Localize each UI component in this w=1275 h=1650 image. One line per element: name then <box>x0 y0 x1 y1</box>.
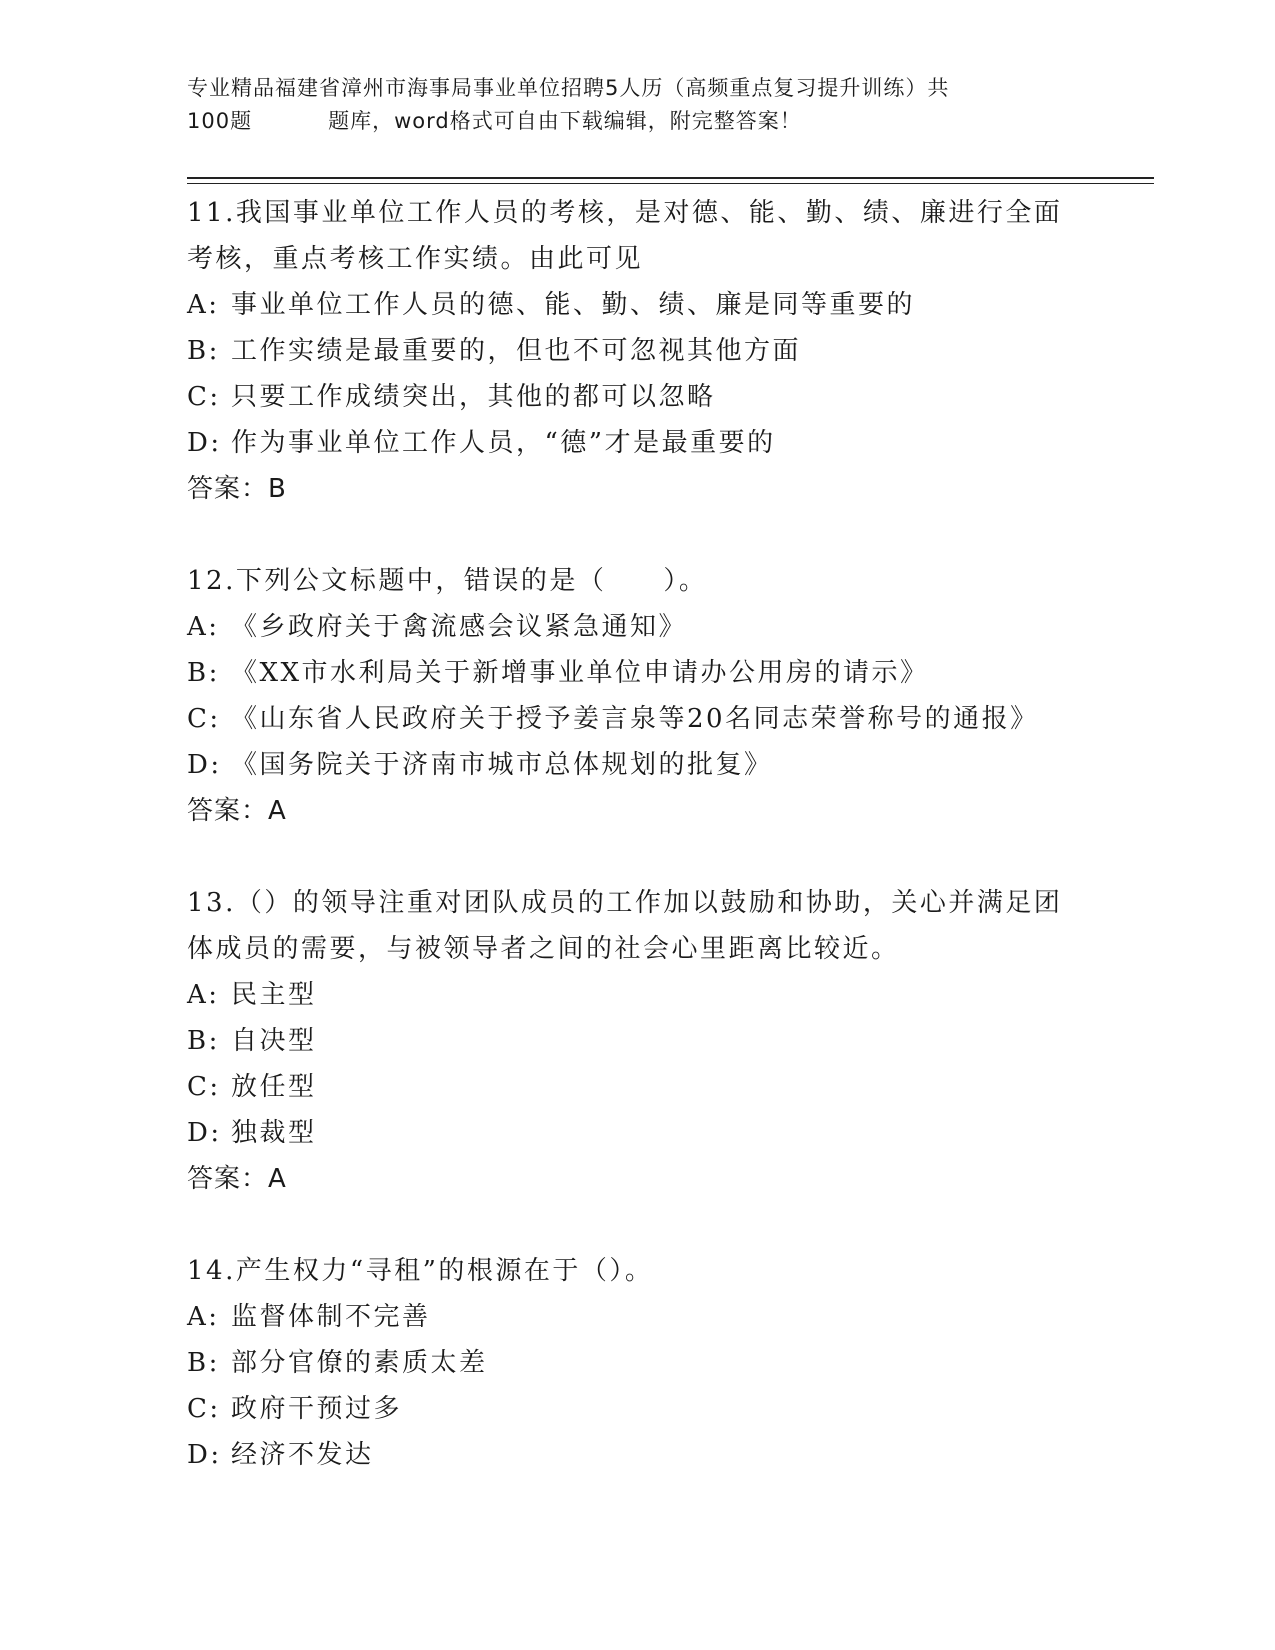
option-a <box>187 1294 1087 1340</box>
option-label: C: <box>187 1072 221 1102</box>
option-label: C: <box>187 382 221 412</box>
question-stem: 体成员的需要，与被领导者之间的社会心里距离比较近。 <box>187 934 900 964</box>
option-text: 民主型 <box>231 980 317 1010</box>
question-11 <box>187 190 1087 512</box>
question-list <box>187 190 1087 1478</box>
answer-line: 答案：A <box>187 796 287 826</box>
option-text: 只要工作成绩突出，其他的都可以忽略 <box>231 382 716 412</box>
option-a <box>187 604 1087 650</box>
option-a <box>187 282 1087 328</box>
document-header <box>187 72 1087 138</box>
option-label: D: <box>187 1440 222 1470</box>
option-d <box>187 742 1087 788</box>
question-stem: 11.我国事业单位工作人员的考核，是对德、能、勤、绩、廉进行全面 <box>187 198 1063 228</box>
option-d <box>187 420 1087 466</box>
option-text: 政府干预过多 <box>231 1394 403 1424</box>
option-text: 经济不发达 <box>231 1440 374 1470</box>
option-text: 工作实绩是最重要的，但也不可忽视其他方面 <box>231 336 802 366</box>
answer-line: 答案：B <box>187 474 287 504</box>
option-a <box>187 972 1087 1018</box>
option-b <box>187 650 1087 696</box>
option-label: C: <box>187 704 221 734</box>
question-14 <box>187 1248 1087 1478</box>
question-stem: 13.（）的领导注重对团队成员的工作加以鼓励和协助，关心并满足团 <box>187 888 1063 918</box>
option-text: 《山东省人民政府关于授予姜言泉等20名同志荣誉称号的通报》 <box>231 704 1039 734</box>
option-text: 监督体制不完善 <box>231 1302 431 1332</box>
option-c <box>187 1064 1087 1110</box>
option-label: B: <box>187 1348 220 1378</box>
option-c <box>187 1386 1087 1432</box>
option-b <box>187 1018 1087 1064</box>
question-12 <box>187 558 1087 834</box>
question-stem: 考核，重点考核工作实绩。由此可见 <box>187 244 644 274</box>
option-c <box>187 696 1087 742</box>
header-title-line2 <box>187 105 1087 138</box>
question-stem: 12.下列公文标题中，错误的是（ ）。 <box>187 566 708 596</box>
option-text: 《乡政府关于禽流感会议紧急通知》 <box>231 612 688 642</box>
option-label: A: <box>187 980 220 1010</box>
option-d <box>187 1110 1087 1156</box>
option-d <box>187 1432 1087 1478</box>
option-c <box>187 374 1087 420</box>
option-b <box>187 1340 1087 1386</box>
option-text: 独裁型 <box>231 1118 317 1148</box>
option-text: 《国务院关于济南市城市总体规划的批复》 <box>231 750 773 780</box>
option-label: D: <box>187 750 222 780</box>
option-text: 事业单位工作人员的德、能、勤、绩、廉是同等重要的 <box>231 290 916 320</box>
question-13 <box>187 880 1087 1202</box>
question-stem: 14.产生权力“寻租”的根源在于（）。 <box>187 1256 654 1286</box>
option-label: A: <box>187 1302 220 1332</box>
option-label: C: <box>187 1394 221 1424</box>
header-description: 题库，word格式可自由下载编辑，附完整答案！ <box>328 109 802 133</box>
header-title-line1: 专业精品福建省漳州市海事局事业单位招聘5人历（高频重点复习提升训练）共 <box>187 76 950 100</box>
header-question-count: 100题 <box>187 109 253 133</box>
option-text: 自决型 <box>231 1026 317 1056</box>
option-label: B: <box>187 1026 220 1056</box>
option-label: D: <box>187 428 222 458</box>
option-text: 《XX市水利局关于新增事业单位申请办公用房的请示》 <box>231 658 929 688</box>
option-label: A: <box>187 612 220 642</box>
option-text: 部分官僚的素质太差 <box>231 1348 488 1378</box>
option-label: A: <box>187 290 220 320</box>
answer-line: 答案：A <box>187 1164 287 1194</box>
option-label: B: <box>187 336 220 366</box>
option-b <box>187 328 1087 374</box>
header-divider-thin <box>187 183 1154 184</box>
option-label: B: <box>187 658 220 688</box>
option-label: D: <box>187 1118 222 1148</box>
header-divider-thick <box>187 177 1154 179</box>
option-text: 放任型 <box>231 1072 317 1102</box>
option-text: 作为事业单位工作人员，“德”才是最重要的 <box>231 428 776 458</box>
